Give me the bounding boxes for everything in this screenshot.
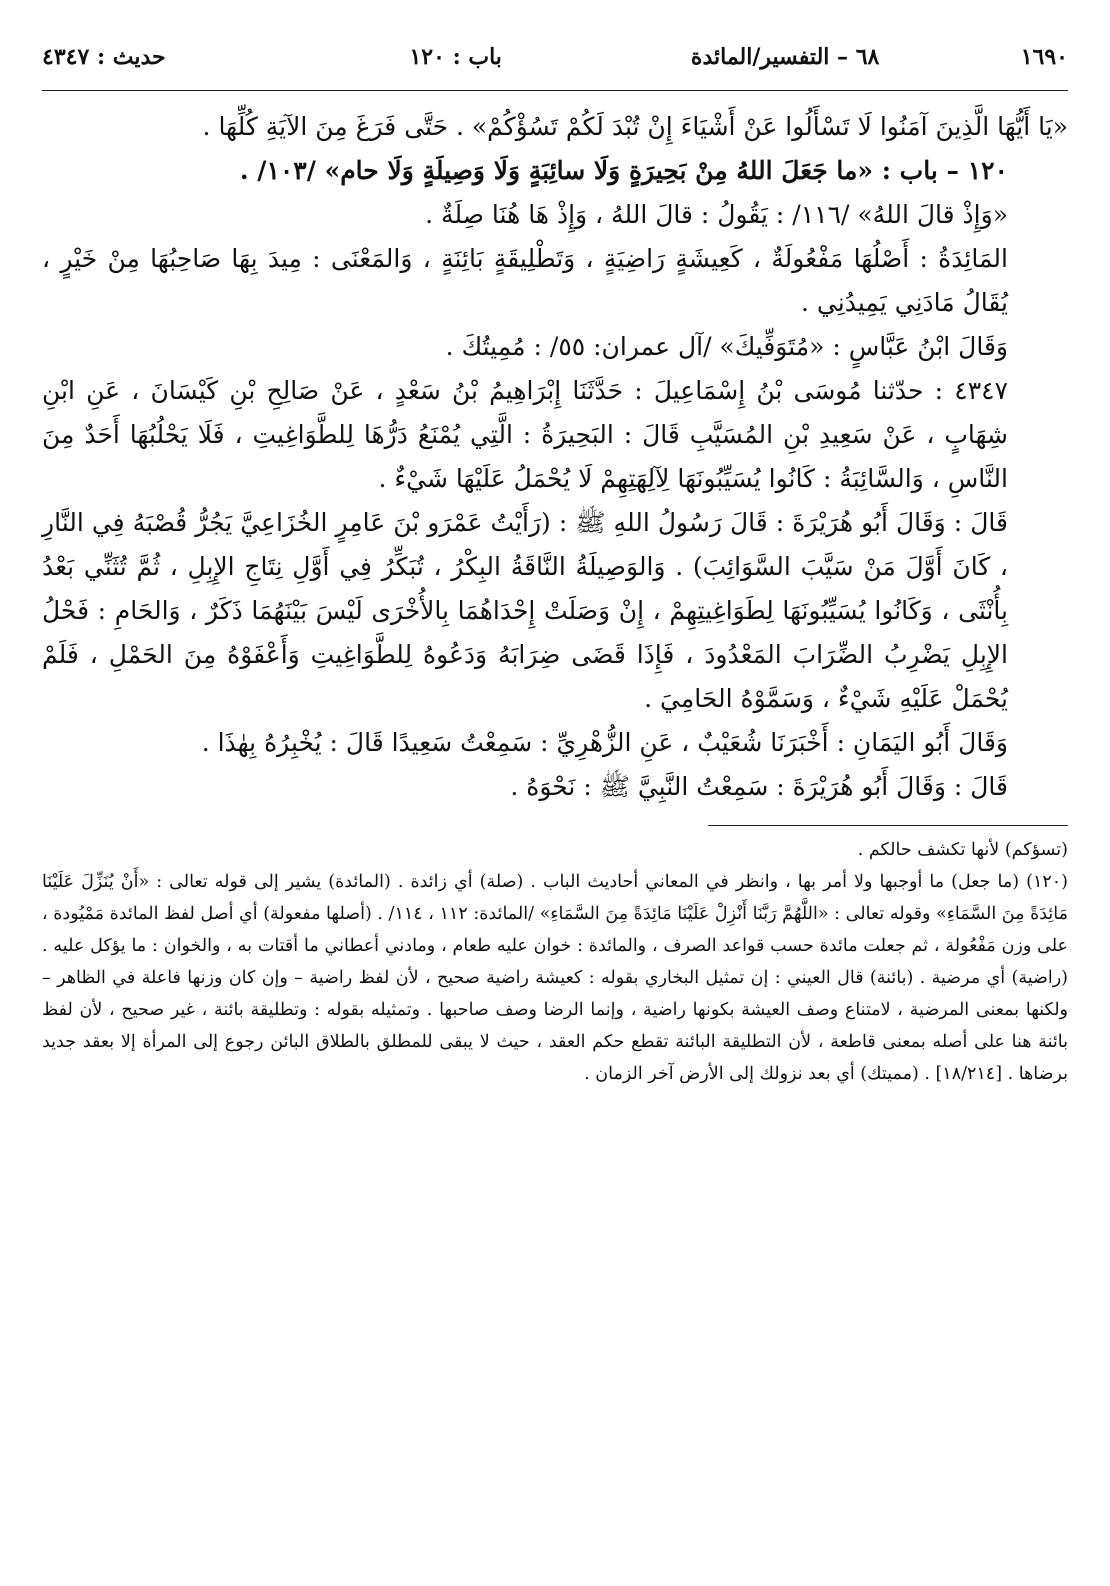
header-divider (42, 90, 1068, 91)
commentary-paragraph: المَائِدَةُ : أَصْلُهَا مَفْعُولَةٌ ، كَعِيشَةٍ رَاضِيَةٍ ، وَتَطْلِيقَةٍ بَائِنَةٍ ، وَالمَعْنَى : مِيدَ بِهَا صَاحِبُهَا مِنْ خَيْرٍ ، يُقَالُ مَادَنِي يَمِيدُنِي . (42, 244, 1008, 317)
footnote: (تسؤكم) لأنها تكشف حالكم . (857, 840, 1068, 860)
running-header (42, 44, 1068, 90)
page-number: ١٦٩٠ (1020, 44, 1068, 70)
chapter-number: باب : ١٢٠ (409, 44, 502, 70)
hadith-paragraph: قَالَ : وَقَالَ أَبُو هُرَيْرَةَ : سَمِعْتُ النَّبِيَّ ﷺ : نَحْوَهُ . (510, 772, 1008, 801)
main-text (42, 105, 1068, 809)
commentary-paragraph: «وَإِذْ قالَ اللهُ» /١١٦/ : يَقُولُ : قالَ اللهُ ، وَإِذْ هَا هُنَا صِلَةٌ . (425, 200, 1008, 229)
footnotes (42, 834, 1068, 1090)
hadith-number: حديث : ٤٣٤٧ (42, 44, 166, 70)
chapter-heading: ١٢٠ – باب : «ما جَعَلَ اللهُ مِنْ بَحِيرَةٍ وَلَا سائِبَةٍ وَلَا وَصِيلَةٍ وَلَا حام» /١٠٣/ . (239, 156, 1008, 185)
book-title: ٦٨ – التفسير/المائدة (690, 44, 880, 70)
commentary-paragraph: وَقَالَ ابْنُ عَبَّاسٍ : «مُتَوَفِّيكَ» /آل عمران: ٥٥/ : مُمِيتُكَ . (445, 332, 1008, 361)
hadith-paragraph: قَالَ : وَقَالَ أَبُو هُرَيْرَةَ : قَالَ رَسُولُ اللهِ ﷺ : (رَأَيْتُ عَمْرَو بْنَ عَامِرٍ الخُزَاعِيَّ يَجُرُّ قُصْبَهُ فِي النَّارِ ، كَانَ أَوَّلَ مَنْ سَيَّبَ السَّوَائِبَ) . وَالوَصِيلَةُ النَّاقَةُ البِكْرُ ، تُبَكِّرُ فِي أَوَّلِ نِتَاجِ الإِبِلِ ، ثُمَّ تُثَنِّي بَعْدُ بِأُنْثَى ، وَكَانُوا يُسَيِّبُونَهَا لِطَوَاغِيتِهِمْ ، إِنْ وَصَلَتْ إِحْدَاهُمَا بِالأُخْرَى لَيْسَ بَيْنَهُمَا ذَكَرٌ ، وَالحَامِ : فَحْلُ الإِبِلِ يَضْرِبُ الضِّرَابَ المَعْدُودَ ، فَإِذَا قَضَى ضِرَابَهُ وَدَعُوهُ لِلطَّوَاغِيتِ وَأَعْفَوْهُ مِنَ الحَمْلِ ، فَلَمْ يُحْمَلْ عَلَيْهِ شَيْءٌ ، وَسَمَّوْهُ الحَامِيَ . (42, 508, 1008, 713)
verse-paragraph: «يَا أَيُّهَا الَّذِينَ آمَنُوا لَا تَسْأَلُوا عَنْ أَشْيَاءَ إِنْ تُبْدَ لَكُمْ تَسُؤْكُمْ» . حَتَّى فَرَغَ مِنَ الآيَةِ كُلِّهَا . (202, 112, 1068, 141)
footnote-divider (708, 825, 1068, 826)
book-page (42, 44, 1068, 1090)
footnote: (١٢٠) (ما جعل) ما أوجبها ولا أمر بها ، وانظر في المعاني أحاديث الباب . (صلة) أي زائدة . (المائدة) يشير إلى قوله تعالى : «أَنْ يُنَزِّلَ عَلَيْنَا مَائِدَةً مِنَ السَّمَاءِ» وقوله تعالى : «اللَّهُمَّ رَبَّنَا أَنْزِلْ عَلَيْنَا مَائِدَةً مِنَ السَّمَاءِ» /المائدة: ١١٢ ، ١١٤/ . (أصلها مفعولة) أي أصل لفظ المائدة مَمْيُودة ، على وزن مَفْعُولة ، ثم جعلت مائدة حسب قواعد الصرف ، والمائدة : خوان عليه طعام ، ومادني أعطاني ما أقتات به ، والخوان : ما يؤكل عليه . (راضية) أي مرضية . (بائنة) قال العيني : إن تمثيل البخاري بقوله : كعيشة راضية صحيح ، لأن لفظ راضية – وإن كان وزنها فاعلة في الظاهر – ولكنها بمعنى المرضية ، لامتناع وصف العيشة بكونها راضية ، وإنما الرضا وصف صاحبها . وتمثيله بقوله : وتطليقة بائنة ، غير صحيح ، لأن لفظ بائنة هنا على أصله بمعنى قاطعة ، لأن التطليقة البائنة تقطع حكم العقد ، حيث لا يبقى للمطلق بالطلاق البائن رجوع إلى المرأة إلا بعقد جديد برضاها . [١٨/٢١٤] . (مميتك) أي بعد نزولك إلى الأرض آخر الزمان . (42, 872, 1069, 1084)
hadith-paragraph: وَقَالَ أَبُو اليَمَانِ : أَخْبَرَنَا شُعَيْبٌ ، عَنِ الزُّهْرِيِّ : سَمِعْتُ سَعِيدًا قَالَ : يُخْبِرُهُ بِهٰذَا . (201, 728, 1008, 757)
hadith-paragraph: ٤٣٤٧ : حدّثنا مُوسَى بْنُ إِسْمَاعِيلَ : حَدَّثَنَا إِبْرَاهِيمُ بْنُ سَعْدٍ ، عَنْ صَالِحِ بْنِ كَيْسَانَ ، عَنِ ابْنِ شِهَابٍ ، عَنْ سَعِيدِ بْنِ المُسَيَّبِ قَالَ : البَحِيرَةُ : الَّتِي يُمْنَعُ دَرُّهَا لِلطَّوَاغِيتِ ، فَلَا يَحْلُبُهَا أَحَدٌ مِنَ النَّاسِ ، وَالسَّائِبَةُ : كَانُوا يُسَيِّبُونَهَا لِآلِهَتِهِمْ لَا يُحْمَلُ عَلَيْهَا شَيْءٌ . (42, 376, 1008, 493)
